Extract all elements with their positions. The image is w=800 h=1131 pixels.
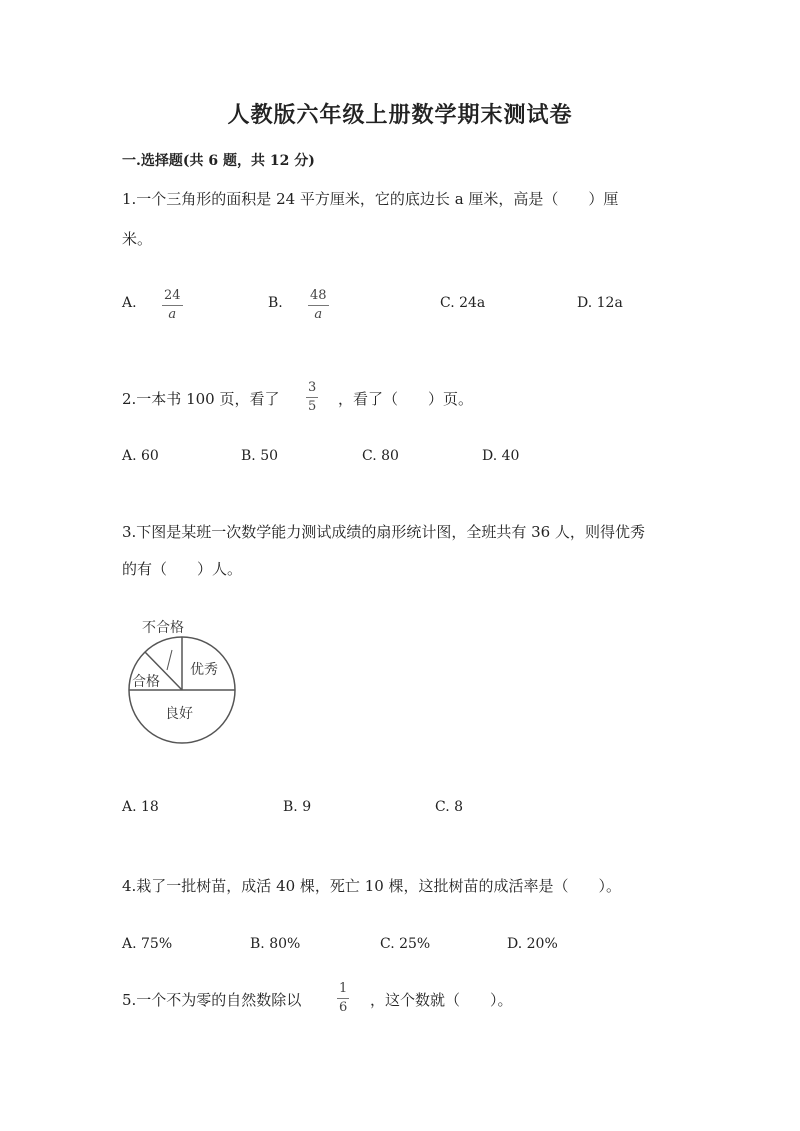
q5-text-after: ，这个数就（ ）。 (370, 991, 513, 1009)
q4-option-d: D. 20% (507, 936, 558, 952)
q1-text-line1: 1.一个三角形的面积是 24 平方厘米，它的底边长 a 厘米，高是（ ）厘 (122, 190, 619, 208)
page-title: 人教版六年级上册数学期末测试卷 (227, 102, 573, 128)
pie-label-fail: 不合格 (142, 620, 184, 636)
q4-text: 4.栽了一批树苗，成活 40 棵，死亡 10 棵，这批树苗的成活率是（ ）。 (122, 877, 622, 895)
q1-option-a-fraction (162, 289, 183, 322)
fraction-denominator: a (168, 307, 177, 322)
q2-option-b: B. 50 (241, 448, 279, 464)
fraction-numerator: 3 (308, 380, 317, 395)
fraction-bar (337, 998, 349, 999)
q4-option-b: B. 80% (250, 936, 301, 952)
fraction-denominator: 6 (339, 1000, 348, 1015)
q1-option-a-label: A. (122, 295, 137, 311)
q4-option-a: A. 75% (122, 936, 173, 952)
fraction-bar (308, 305, 329, 306)
q1-option-d: D. 12a (577, 295, 623, 311)
q2-option-a: A. 60 (122, 448, 159, 464)
q5-text-before: 5.一个不为零的自然数除以 (122, 991, 302, 1009)
q3-option-c: C. 8 (435, 799, 464, 815)
q2-text-before: 2.一本书 100 页，看了 (122, 390, 280, 408)
q3-text-line2: 的有（ ）人。 (122, 560, 243, 578)
fraction-denominator: a (314, 307, 323, 322)
q2-fraction (306, 381, 318, 414)
q5-fraction (337, 982, 349, 1015)
pie-label-good: 良好 (165, 706, 193, 722)
fraction-bar (162, 305, 183, 306)
q3-option-b: B. 9 (283, 799, 312, 815)
fraction-numerator: 48 (310, 288, 327, 303)
q4-option-c: C. 25% (380, 936, 431, 952)
q1-option-c: C. 24a (440, 295, 486, 311)
fraction-bar (306, 397, 318, 398)
fraction-denominator: 5 (308, 399, 317, 414)
pie-leader-line (167, 650, 172, 670)
q1-text-line2: 米。 (122, 230, 153, 248)
pie-label-excellent: 优秀 (190, 662, 218, 678)
q2-text-after: ，看了（ ）页。 (338, 390, 474, 408)
pie-chart (120, 610, 250, 755)
q1-option-b-label: B. (268, 295, 283, 311)
section-heading: 一.选择题(共 6 题，共 12 分) (122, 153, 315, 169)
pie-label-pass: 合格 (132, 674, 160, 690)
q3-option-a: A. 18 (122, 799, 159, 815)
q2-option-c: C. 80 (362, 448, 399, 464)
fraction-numerator: 24 (164, 288, 181, 303)
q2-option-d: D. 40 (482, 448, 520, 464)
q1-option-b-fraction (308, 289, 329, 322)
q3-text-line1: 3.下图是某班一次数学能力测试成绩的扇形统计图，全班共有 36 人，则得优秀 (122, 523, 645, 541)
fraction-numerator: 1 (339, 981, 348, 996)
